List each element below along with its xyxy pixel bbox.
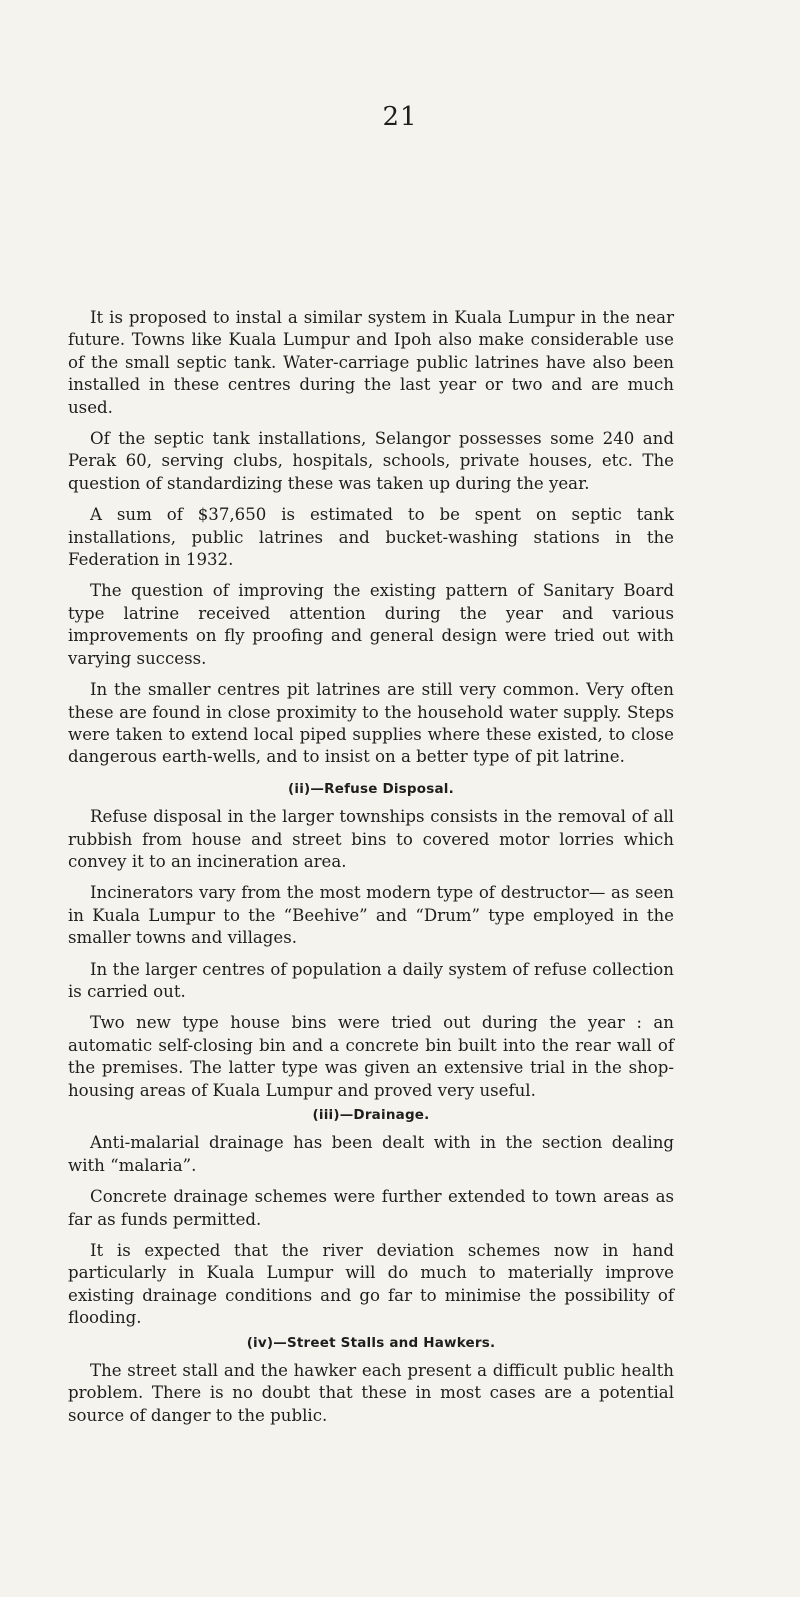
paragraph: A sum of $37,650 is estimated to be spent on septic tank installations, public latrines and bucket-washing stations in the Federation in 1932. <box>68 505 674 570</box>
section-heading-street-stalls: (iv)—Street Stalls and Hawkers. <box>246 1334 496 1351</box>
paragraph: It is expected that the river deviation schemes now in hand particularly in Kuala Lumpur will do much to materially improve existing drainage conditions and go far to minimise the possibility of flooding. <box>68 1241 674 1328</box>
paragraph: In the larger centres of population a daily system of refuse collection is carried out. <box>68 959 674 1001</box>
paragraph: Two new type house bins were tried out during the year : an automatic self-closing bin and a concrete bin built into the rear wall of the premises. The latter type was given an extensive trial in the shop-housing areas of Kuala Lumpur and proved very useful. <box>68 1013 674 1100</box>
paragraph: Refuse disposal in the larger townships consists in the removal of all rubbish from house and street bins to covered motor lorries which convey it to an incineration area. <box>68 807 674 871</box>
paragraph: The street stall and the hawker each present a difficult public health problem. There is no doubt that these in most cases are a potential source of danger to the public. <box>68 1361 674 1425</box>
section-heading-refuse-disposal: (ii)—Refuse Disposal. <box>288 780 454 797</box>
paragraph: Of the septic tank installations, Selangor possesses some 240 and Perak 60, serving clubs, hospitals, schools, private houses, etc. The question of standardizing these was taken up during the year. <box>68 429 674 493</box>
paragraph: Incinerators vary from the most modern type of destructor— as seen in Kuala Lumpur to the “Beehive” and “Drum” type employed in the smaller towns and villages. <box>68 883 674 948</box>
section-heading-drainage: (iii)—Drainage. <box>312 1107 430 1123</box>
paragraph: In the smaller centres pit latrines are still very common. Very often these are found in close proximity to the household water supply. Steps were taken to extend local piped supplies where these existed, to close dangerous earth-wells, and to insist on a better type of pit latrine. <box>68 680 674 767</box>
page-body <box>68 307 674 1436</box>
paragraph: It is proposed to instal a similar system in Kuala Lumpur in the near future. Towns like Kuala Lumpur and Ipoh also make considerable use of the small septic tank. Water-carriage public latrines have also been installed in these centres during the last year or two and are much used. <box>68 308 674 417</box>
paragraph: Concrete drainage schemes were further extended to town areas as far as funds permitted. <box>68 1187 674 1229</box>
page-number: 21 <box>382 102 418 132</box>
paragraph: The question of improving the existing pattern of Sanitary Board type latrine received attention during the year and various improvements on fly proofing and general design were tried out with varying success. <box>68 581 674 668</box>
paragraph: Anti-malarial drainage has been dealt with in the section dealing with “malaria”. <box>68 1133 674 1175</box>
